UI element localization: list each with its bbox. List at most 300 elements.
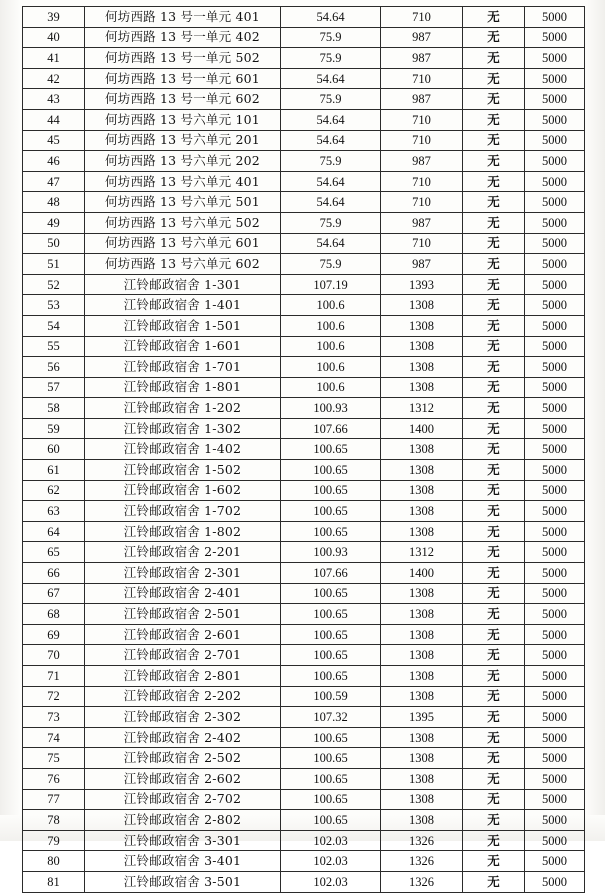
row-area: 102.03 <box>281 851 381 872</box>
row-address: 江铃邮政宿舍 1-302 <box>85 418 281 439</box>
row-fee: 1400 <box>381 418 463 439</box>
row-other: 无 <box>463 377 525 398</box>
row-amount: 5000 <box>525 109 585 130</box>
table-row <box>23 666 585 687</box>
row-other: 无 <box>463 336 525 357</box>
row-fee: 710 <box>381 171 463 192</box>
table-row <box>23 480 585 501</box>
row-area: 100.6 <box>281 336 381 357</box>
row-area: 100.65 <box>281 666 381 687</box>
row-amount: 5000 <box>525 789 585 810</box>
row-area: 54.64 <box>281 171 381 192</box>
row-amount: 5000 <box>525 27 585 48</box>
row-other: 无 <box>463 460 525 481</box>
row-area: 100.65 <box>281 480 381 501</box>
row-fee: 1308 <box>381 357 463 378</box>
table-row <box>23 130 585 151</box>
row-fee: 1326 <box>381 871 463 892</box>
row-other: 无 <box>463 254 525 275</box>
table-row <box>23 27 585 48</box>
row-amount: 5000 <box>525 521 585 542</box>
row-amount: 5000 <box>525 254 585 275</box>
row-other: 无 <box>463 789 525 810</box>
row-fee: 987 <box>381 27 463 48</box>
row-amount: 5000 <box>525 871 585 892</box>
row-index: 51 <box>23 254 85 275</box>
row-amount: 5000 <box>525 7 585 28</box>
row-area: 102.03 <box>281 830 381 851</box>
row-amount: 5000 <box>525 130 585 151</box>
row-amount: 5000 <box>525 686 585 707</box>
row-area: 100.65 <box>281 748 381 769</box>
row-address: 江铃邮政宿舍 2-801 <box>85 666 281 687</box>
row-address: 江铃邮政宿舍 2-702 <box>85 789 281 810</box>
row-amount: 5000 <box>525 377 585 398</box>
row-index: 73 <box>23 707 85 728</box>
row-amount: 5000 <box>525 480 585 501</box>
row-area: 102.03 <box>281 871 381 892</box>
row-amount: 5000 <box>525 830 585 851</box>
row-address: 江铃邮政宿舍 2-701 <box>85 645 281 666</box>
row-other: 无 <box>463 707 525 728</box>
row-amount: 5000 <box>525 192 585 213</box>
row-other: 无 <box>463 398 525 419</box>
row-index: 62 <box>23 480 85 501</box>
row-area: 100.65 <box>281 645 381 666</box>
row-other: 无 <box>463 274 525 295</box>
row-area: 75.9 <box>281 151 381 172</box>
table-row <box>23 768 585 789</box>
row-index: 66 <box>23 563 85 584</box>
row-index: 42 <box>23 68 85 89</box>
row-fee: 987 <box>381 48 463 69</box>
row-area: 100.6 <box>281 315 381 336</box>
row-fee: 1308 <box>381 377 463 398</box>
row-other: 无 <box>463 830 525 851</box>
row-amount: 5000 <box>525 315 585 336</box>
row-amount: 5000 <box>525 460 585 481</box>
table-row <box>23 48 585 69</box>
row-fee: 1308 <box>381 336 463 357</box>
row-index: 48 <box>23 192 85 213</box>
row-area: 75.9 <box>281 212 381 233</box>
row-fee: 710 <box>381 130 463 151</box>
row-address: 江铃邮政宿舍 1-202 <box>85 398 281 419</box>
row-address: 何坊西路 13 号六单元 202 <box>85 151 281 172</box>
row-amount: 5000 <box>525 439 585 460</box>
row-index: 65 <box>23 542 85 563</box>
row-other: 无 <box>463 748 525 769</box>
row-amount: 5000 <box>525 89 585 110</box>
table-row <box>23 789 585 810</box>
row-amount: 5000 <box>525 48 585 69</box>
row-other: 无 <box>463 666 525 687</box>
table-row <box>23 274 585 295</box>
table-row <box>23 418 585 439</box>
row-fee: 1308 <box>381 727 463 748</box>
row-fee: 1326 <box>381 830 463 851</box>
row-other: 无 <box>463 583 525 604</box>
row-other: 无 <box>463 233 525 254</box>
row-amount: 5000 <box>525 295 585 316</box>
row-area: 100.65 <box>281 810 381 831</box>
row-index: 72 <box>23 686 85 707</box>
table-row <box>23 810 585 831</box>
table-row <box>23 563 585 584</box>
row-address: 何坊西路 13 号六单元 401 <box>85 171 281 192</box>
row-fee: 710 <box>381 68 463 89</box>
row-address: 江铃邮政宿舍 2-301 <box>85 563 281 584</box>
row-other: 无 <box>463 315 525 336</box>
row-index: 71 <box>23 666 85 687</box>
table-row <box>23 624 585 645</box>
table-row <box>23 707 585 728</box>
row-index: 79 <box>23 830 85 851</box>
table-row <box>23 151 585 172</box>
row-fee: 1308 <box>381 666 463 687</box>
row-address: 江铃邮政宿舍 1-802 <box>85 521 281 542</box>
row-area: 100.93 <box>281 398 381 419</box>
row-index: 54 <box>23 315 85 336</box>
row-area: 100.65 <box>281 604 381 625</box>
row-area: 107.66 <box>281 563 381 584</box>
table-row <box>23 686 585 707</box>
row-other: 无 <box>463 48 525 69</box>
row-address: 江铃邮政宿舍 2-302 <box>85 707 281 728</box>
row-index: 77 <box>23 789 85 810</box>
table-row <box>23 68 585 89</box>
row-other: 无 <box>463 27 525 48</box>
row-address: 何坊西路 13 号六单元 101 <box>85 109 281 130</box>
row-fee: 1308 <box>381 624 463 645</box>
row-other: 无 <box>463 563 525 584</box>
row-area: 100.6 <box>281 377 381 398</box>
row-address: 江铃邮政宿舍 1-501 <box>85 315 281 336</box>
row-area: 107.32 <box>281 707 381 728</box>
row-address: 江铃邮政宿舍 1-502 <box>85 460 281 481</box>
table-row <box>23 192 585 213</box>
table-row <box>23 171 585 192</box>
row-fee: 710 <box>381 233 463 254</box>
page-left-edge-shadow <box>0 0 20 841</box>
table-row <box>23 398 585 419</box>
row-area: 100.65 <box>281 624 381 645</box>
row-address: 江铃邮政宿舍 1-601 <box>85 336 281 357</box>
row-amount: 5000 <box>525 583 585 604</box>
row-address: 江铃邮政宿舍 1-602 <box>85 480 281 501</box>
row-index: 40 <box>23 27 85 48</box>
table-row <box>23 295 585 316</box>
row-other: 无 <box>463 727 525 748</box>
row-address: 江铃邮政宿舍 2-802 <box>85 810 281 831</box>
table-row <box>23 254 585 275</box>
row-fee: 1308 <box>381 645 463 666</box>
row-address: 江铃邮政宿舍 2-601 <box>85 624 281 645</box>
row-area: 100.65 <box>281 583 381 604</box>
row-area: 75.9 <box>281 27 381 48</box>
row-amount: 5000 <box>525 501 585 522</box>
row-area: 54.64 <box>281 192 381 213</box>
row-fee: 1308 <box>381 439 463 460</box>
row-address: 何坊西路 13 号一单元 402 <box>85 27 281 48</box>
row-area: 100.65 <box>281 460 381 481</box>
row-other: 无 <box>463 192 525 213</box>
row-address: 江铃邮政宿舍 1-401 <box>85 295 281 316</box>
row-address: 江铃邮政宿舍 2-402 <box>85 727 281 748</box>
row-other: 无 <box>463 810 525 831</box>
row-fee: 1308 <box>381 789 463 810</box>
table-row <box>23 212 585 233</box>
row-index: 61 <box>23 460 85 481</box>
row-other: 无 <box>463 171 525 192</box>
row-index: 74 <box>23 727 85 748</box>
row-amount: 5000 <box>525 748 585 769</box>
row-amount: 5000 <box>525 274 585 295</box>
row-other: 无 <box>463 151 525 172</box>
row-fee: 1393 <box>381 274 463 295</box>
row-index: 55 <box>23 336 85 357</box>
row-address: 何坊西路 13 号一单元 602 <box>85 89 281 110</box>
row-index: 60 <box>23 439 85 460</box>
row-other: 无 <box>463 480 525 501</box>
row-fee: 1312 <box>381 542 463 563</box>
row-fee: 987 <box>381 89 463 110</box>
row-amount: 5000 <box>525 171 585 192</box>
row-amount: 5000 <box>525 542 585 563</box>
row-index: 50 <box>23 233 85 254</box>
housing-fee-table-container <box>22 6 584 893</box>
row-fee: 1308 <box>381 460 463 481</box>
row-index: 53 <box>23 295 85 316</box>
row-address: 何坊西路 13 号一单元 502 <box>85 48 281 69</box>
row-index: 52 <box>23 274 85 295</box>
row-amount: 5000 <box>525 151 585 172</box>
row-amount: 5000 <box>525 707 585 728</box>
row-index: 46 <box>23 151 85 172</box>
table-row <box>23 460 585 481</box>
row-address: 江铃邮政宿舍 1-301 <box>85 274 281 295</box>
row-address: 江铃邮政宿舍 1-801 <box>85 377 281 398</box>
row-other: 无 <box>463 542 525 563</box>
table-body <box>23 7 585 893</box>
row-index: 80 <box>23 851 85 872</box>
row-other: 无 <box>463 768 525 789</box>
row-address: 何坊西路 13 号六单元 601 <box>85 233 281 254</box>
row-index: 68 <box>23 604 85 625</box>
row-address: 江铃邮政宿舍 1-701 <box>85 357 281 378</box>
row-other: 无 <box>463 7 525 28</box>
table-row <box>23 604 585 625</box>
row-amount: 5000 <box>525 810 585 831</box>
row-address: 江铃邮政宿舍 2-202 <box>85 686 281 707</box>
row-index: 63 <box>23 501 85 522</box>
row-address: 何坊西路 13 号六单元 501 <box>85 192 281 213</box>
row-index: 69 <box>23 624 85 645</box>
row-other: 无 <box>463 295 525 316</box>
row-area: 100.65 <box>281 727 381 748</box>
row-fee: 987 <box>381 254 463 275</box>
row-area: 54.64 <box>281 68 381 89</box>
row-address: 江铃邮政宿舍 2-502 <box>85 748 281 769</box>
row-index: 47 <box>23 171 85 192</box>
row-amount: 5000 <box>525 212 585 233</box>
row-area: 54.64 <box>281 130 381 151</box>
row-index: 57 <box>23 377 85 398</box>
row-other: 无 <box>463 109 525 130</box>
row-amount: 5000 <box>525 645 585 666</box>
row-other: 无 <box>463 418 525 439</box>
row-area: 100.65 <box>281 789 381 810</box>
row-area: 100.65 <box>281 439 381 460</box>
row-address: 江铃邮政宿舍 2-401 <box>85 583 281 604</box>
row-area: 100.6 <box>281 357 381 378</box>
row-fee: 1308 <box>381 480 463 501</box>
row-index: 78 <box>23 810 85 831</box>
row-other: 无 <box>463 357 525 378</box>
table-row <box>23 315 585 336</box>
table-row <box>23 357 585 378</box>
table-row <box>23 439 585 460</box>
row-amount: 5000 <box>525 398 585 419</box>
row-fee: 1308 <box>381 583 463 604</box>
table-row <box>23 871 585 892</box>
row-fee: 1308 <box>381 768 463 789</box>
row-amount: 5000 <box>525 357 585 378</box>
row-amount: 5000 <box>525 727 585 748</box>
row-amount: 5000 <box>525 68 585 89</box>
row-address: 何坊西路 13 号六单元 201 <box>85 130 281 151</box>
row-other: 无 <box>463 68 525 89</box>
row-fee: 987 <box>381 212 463 233</box>
row-address: 何坊西路 13 号一单元 401 <box>85 7 281 28</box>
row-amount: 5000 <box>525 851 585 872</box>
table-row <box>23 851 585 872</box>
row-address: 何坊西路 13 号一单元 601 <box>85 68 281 89</box>
row-fee: 710 <box>381 109 463 130</box>
row-fee: 1308 <box>381 810 463 831</box>
row-index: 64 <box>23 521 85 542</box>
row-fee: 1395 <box>381 707 463 728</box>
row-area: 100.65 <box>281 768 381 789</box>
row-area: 100.6 <box>281 295 381 316</box>
row-area: 100.65 <box>281 521 381 542</box>
row-address: 江铃邮政宿舍 2-501 <box>85 604 281 625</box>
row-other: 无 <box>463 645 525 666</box>
row-other: 无 <box>463 89 525 110</box>
row-area: 100.93 <box>281 542 381 563</box>
row-address: 江铃邮政宿舍 3-401 <box>85 851 281 872</box>
row-fee: 1308 <box>381 501 463 522</box>
row-index: 59 <box>23 418 85 439</box>
row-area: 107.19 <box>281 274 381 295</box>
row-address: 何坊西路 13 号六单元 502 <box>85 212 281 233</box>
row-fee: 987 <box>381 151 463 172</box>
row-index: 75 <box>23 748 85 769</box>
table-row <box>23 7 585 28</box>
row-address: 何坊西路 13 号六单元 602 <box>85 254 281 275</box>
row-amount: 5000 <box>525 624 585 645</box>
row-other: 无 <box>463 871 525 892</box>
table-row <box>23 233 585 254</box>
row-other: 无 <box>463 439 525 460</box>
row-area: 54.64 <box>281 109 381 130</box>
row-area: 100.65 <box>281 501 381 522</box>
row-index: 58 <box>23 398 85 419</box>
row-index: 81 <box>23 871 85 892</box>
row-fee: 1308 <box>381 295 463 316</box>
row-other: 无 <box>463 624 525 645</box>
table-row <box>23 542 585 563</box>
table-row <box>23 521 585 542</box>
row-index: 67 <box>23 583 85 604</box>
row-other: 无 <box>463 130 525 151</box>
row-index: 41 <box>23 48 85 69</box>
row-fee: 1308 <box>381 748 463 769</box>
row-fee: 1312 <box>381 398 463 419</box>
row-address: 江铃邮政宿舍 1-702 <box>85 501 281 522</box>
row-amount: 5000 <box>525 768 585 789</box>
row-amount: 5000 <box>525 604 585 625</box>
row-amount: 5000 <box>525 336 585 357</box>
housing-fee-table <box>22 6 585 893</box>
table-row <box>23 89 585 110</box>
row-other: 无 <box>463 851 525 872</box>
row-fee: 1308 <box>381 521 463 542</box>
row-index: 70 <box>23 645 85 666</box>
row-index: 45 <box>23 130 85 151</box>
row-amount: 5000 <box>525 233 585 254</box>
row-amount: 5000 <box>525 666 585 687</box>
row-address: 江铃邮政宿舍 2-201 <box>85 542 281 563</box>
table-row <box>23 645 585 666</box>
row-address: 江铃邮政宿舍 3-301 <box>85 830 281 851</box>
row-fee: 1308 <box>381 315 463 336</box>
row-amount: 5000 <box>525 563 585 584</box>
row-address: 江铃邮政宿舍 2-602 <box>85 768 281 789</box>
row-fee: 1400 <box>381 563 463 584</box>
table-row <box>23 501 585 522</box>
row-area: 100.59 <box>281 686 381 707</box>
table-row <box>23 336 585 357</box>
row-index: 39 <box>23 7 85 28</box>
row-address: 江铃邮政宿舍 1-402 <box>85 439 281 460</box>
row-area: 107.66 <box>281 418 381 439</box>
row-area: 54.64 <box>281 233 381 254</box>
row-area: 75.9 <box>281 48 381 69</box>
row-fee: 1326 <box>381 851 463 872</box>
table-row <box>23 583 585 604</box>
table-row <box>23 727 585 748</box>
row-address: 江铃邮政宿舍 3-501 <box>85 871 281 892</box>
row-index: 56 <box>23 357 85 378</box>
table-row <box>23 748 585 769</box>
row-fee: 710 <box>381 7 463 28</box>
row-area: 54.64 <box>281 7 381 28</box>
row-fee: 1308 <box>381 686 463 707</box>
row-other: 无 <box>463 501 525 522</box>
table-row <box>23 109 585 130</box>
table-row <box>23 377 585 398</box>
row-index: 44 <box>23 109 85 130</box>
row-other: 无 <box>463 212 525 233</box>
row-other: 无 <box>463 686 525 707</box>
row-index: 43 <box>23 89 85 110</box>
row-area: 75.9 <box>281 254 381 275</box>
row-other: 无 <box>463 604 525 625</box>
row-other: 无 <box>463 521 525 542</box>
page-right-edge-shadow <box>585 0 605 841</box>
row-fee: 1308 <box>381 604 463 625</box>
